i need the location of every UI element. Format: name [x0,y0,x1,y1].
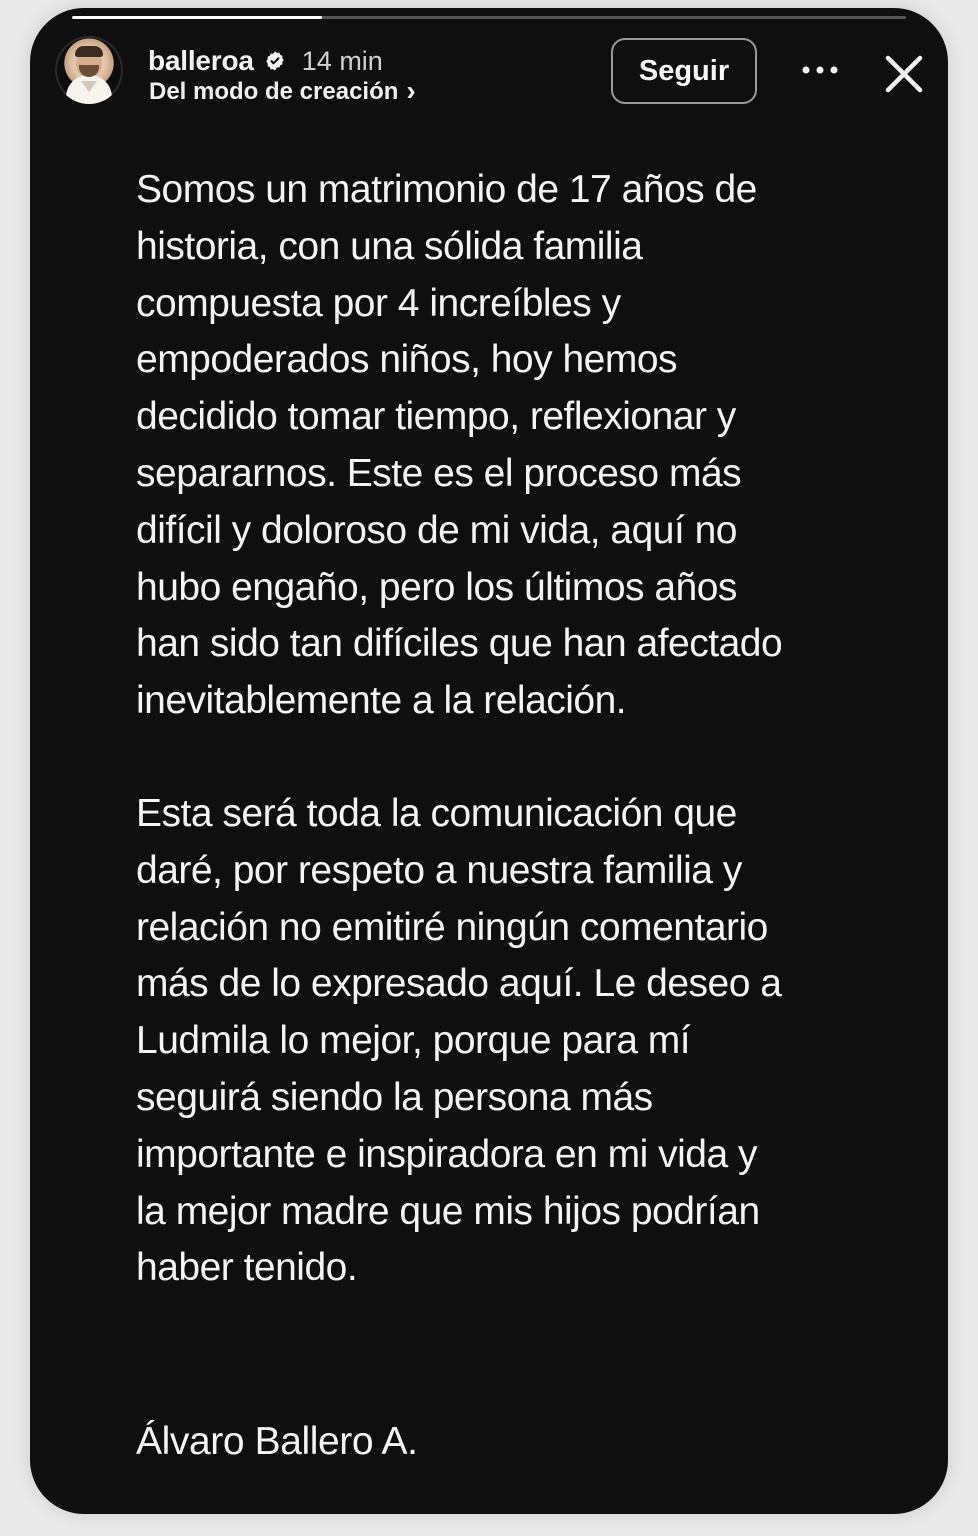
signature: Álvaro Ballero A. [136,1420,418,1463]
message-paragraph-2: Esta será toda la comunicación que daré, por respeto a nuestra familia y relación no emitiré ningún comentario más de lo expresado aquí. Le deseo a Ludmila lo mejor, porque para mí seguirá siendo la persona más importante e inspiradora en mi vida y la mejor madre que mis hijos podrían haber tenido. [136,791,782,1290]
more-options-icon [801,65,839,75]
follow-button[interactable]: Seguir [611,38,757,104]
avatar-collar [81,81,97,92]
verified-badge-icon [264,50,286,72]
avatar-hair [75,46,103,57]
message-paragraph-1: Somos un matrimonio de 17 años de historia, con una sólida familia compuesta por 4 increíbles y empoderados niños, hoy hemos decidido tomar tiempo, reflexionar y separarnos. Este es el proceso más difícil y doloroso de mi vida, aquí no hubo engaño, pero los últimos años han sido tan difíciles que han afectado inevitablemente a la relación. [136,168,783,723]
more-options-button[interactable] [798,50,842,90]
creation-mode-label: Del modo de creación [149,78,399,105]
story-header [30,8,948,128]
username[interactable]: balleroa [148,45,254,76]
close-button[interactable] [878,48,930,100]
story-viewer [30,8,948,1514]
creation-mode-link[interactable] [149,75,416,106]
chevron-right-icon: › [406,75,416,106]
story-message [136,162,786,1297]
avatar[interactable] [55,36,123,104]
user-line [148,42,383,80]
post-time: 14 min [301,45,383,76]
close-icon [881,51,927,97]
avatar-beard [79,65,99,77]
